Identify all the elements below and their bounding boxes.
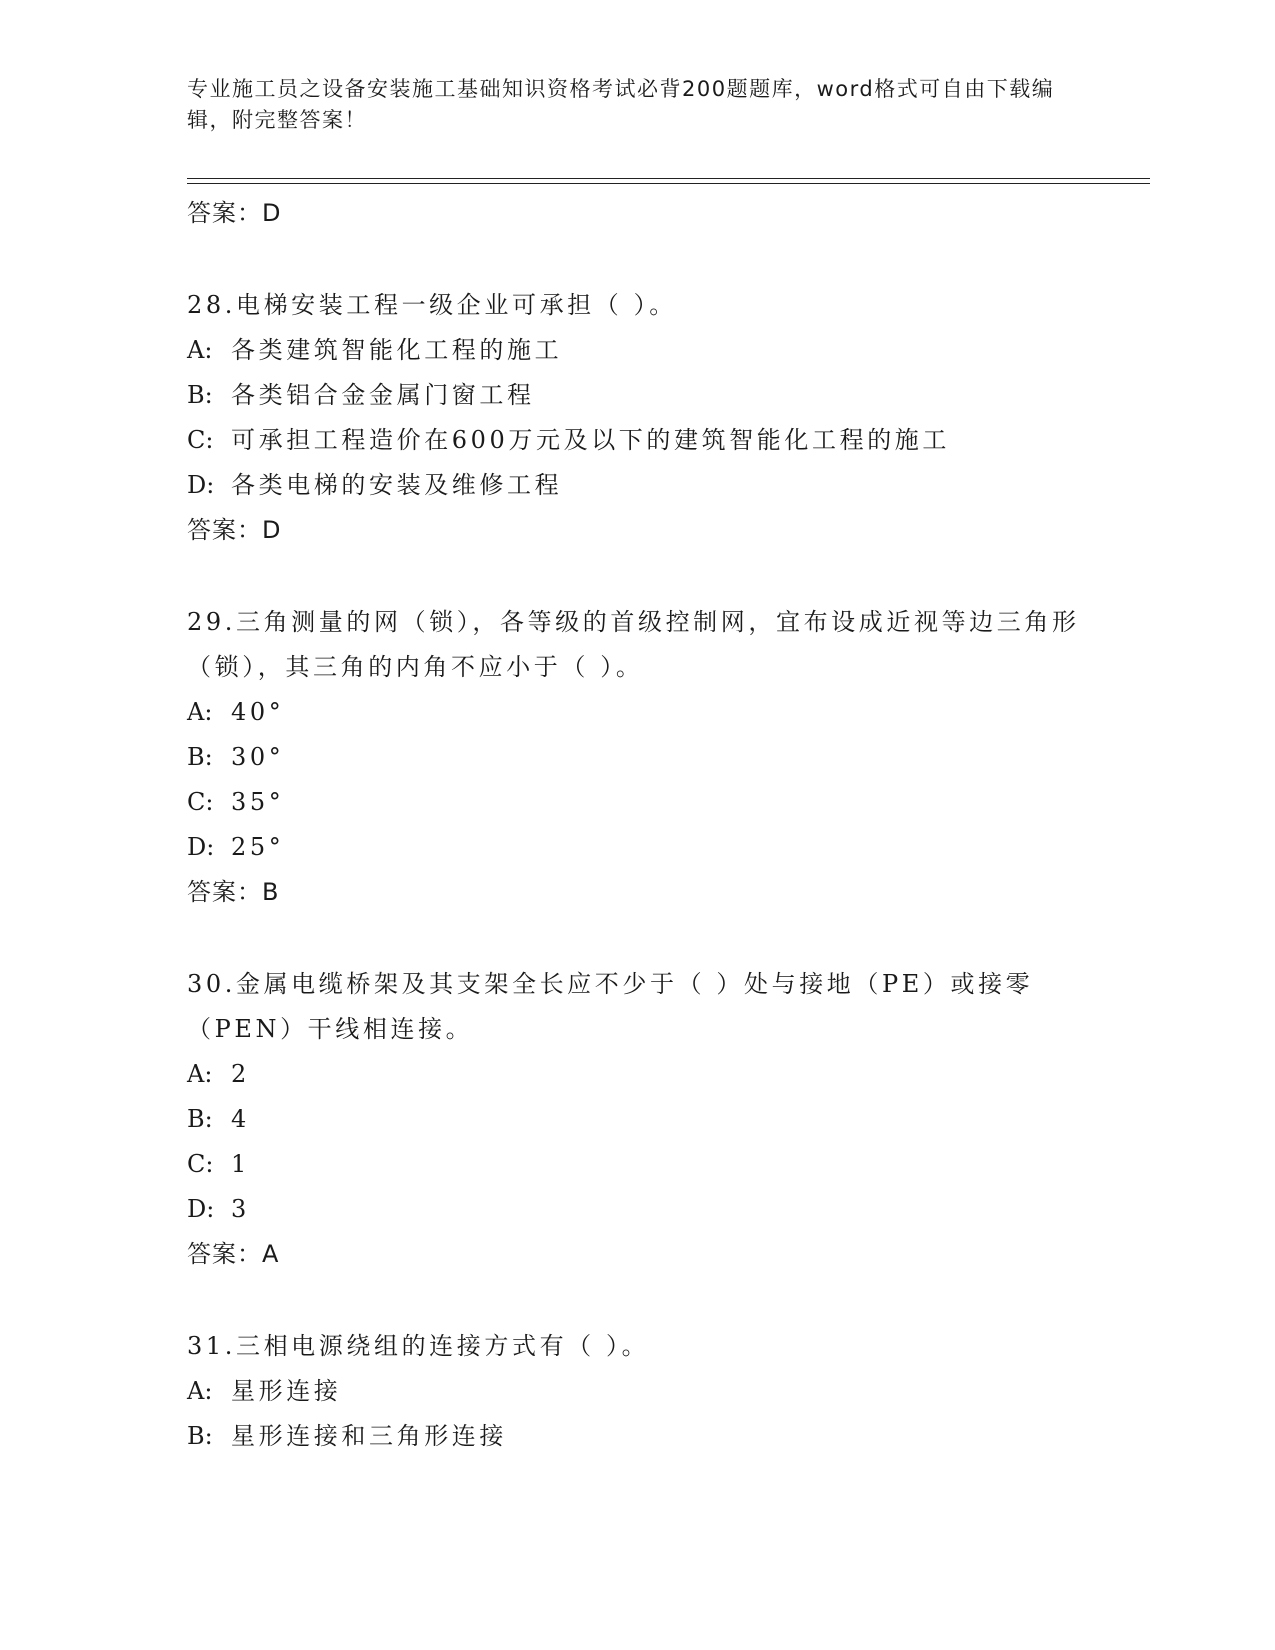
option-b xyxy=(187,735,1117,780)
option-a xyxy=(187,328,1117,373)
option-letter: C: xyxy=(187,1150,214,1178)
option-letter: A: xyxy=(187,1060,213,1088)
option-letter: D: xyxy=(187,833,215,861)
option-text: 星形连接和三角形连接 xyxy=(231,1422,507,1450)
option-c xyxy=(187,418,1117,463)
option-letter: C: xyxy=(187,788,214,816)
option-d xyxy=(187,825,1117,870)
option-letter: C: xyxy=(187,426,214,454)
option-text: 各类铝合金金属门窗工程 xyxy=(231,381,535,409)
document-header: 专业施工员之设备安装施工基础知识资格考试必背200题题库，word格式可自由下载编辑，附完整答案！ xyxy=(187,77,1055,132)
option-text: 4 xyxy=(231,1105,250,1133)
option-c xyxy=(187,1142,1117,1187)
answer-line: 答案：A xyxy=(187,1240,280,1268)
option-text: 25° xyxy=(231,833,285,861)
option-text: 星形连接 xyxy=(231,1377,342,1405)
option-letter: D: xyxy=(187,1195,215,1223)
option-letter: A: xyxy=(187,336,213,364)
option-text: 2 xyxy=(231,1060,250,1088)
option-a xyxy=(187,690,1117,735)
option-letter: A: xyxy=(187,698,213,726)
option-a xyxy=(187,1369,1117,1414)
option-text: 各类建筑智能化工程的施工 xyxy=(231,336,563,364)
option-text: 3 xyxy=(231,1195,250,1223)
question-30 xyxy=(187,962,1117,1269)
option-text: 35° xyxy=(231,788,285,816)
option-letter: B: xyxy=(187,1422,213,1450)
answer-line: 答案：B xyxy=(187,878,280,906)
question-text: 31.三相电源绕组的连接方式有（ ）。 xyxy=(187,1332,650,1360)
option-letter: B: xyxy=(187,1105,213,1133)
answer-line: 答案：D xyxy=(187,199,282,227)
option-text: 30° xyxy=(231,743,285,771)
option-text: 各类电梯的安装及维修工程 xyxy=(231,471,563,499)
answer-line: 答案：D xyxy=(187,516,282,544)
option-c xyxy=(187,780,1117,825)
option-b xyxy=(187,1097,1117,1142)
header-rule-bottom xyxy=(187,183,1150,184)
question-text: 29.三角测量的网（锁），各等级的首级控制网，宜布设成近视等边三角形（锁），其三角的内角不应小于（ ）。 xyxy=(187,608,1080,681)
question-text: 30.金属电缆桥架及其支架全长应不少于（ ）处与接地（PE）或接零（PEN）干线相连接。 xyxy=(187,970,1034,1043)
question-31 xyxy=(187,1324,1117,1459)
question-28 xyxy=(187,283,1117,545)
option-letter: D: xyxy=(187,471,215,499)
option-text: 1 xyxy=(231,1150,250,1178)
option-b xyxy=(187,373,1117,418)
option-letter: B: xyxy=(187,743,213,771)
option-text: 40° xyxy=(231,698,285,726)
option-letter: A: xyxy=(187,1377,213,1405)
header-rule-top xyxy=(187,178,1150,179)
option-letter: B: xyxy=(187,381,213,409)
option-d xyxy=(187,463,1117,508)
option-d xyxy=(187,1187,1117,1232)
question-text: 28.电梯安装工程一级企业可承担（ ）。 xyxy=(187,291,677,319)
question-list xyxy=(187,191,1117,1459)
option-b xyxy=(187,1414,1117,1459)
option-text: 可承担工程造价在600万元及以下的建筑智能化工程的施工 xyxy=(231,426,951,454)
option-a xyxy=(187,1052,1117,1097)
question-29 xyxy=(187,600,1117,907)
